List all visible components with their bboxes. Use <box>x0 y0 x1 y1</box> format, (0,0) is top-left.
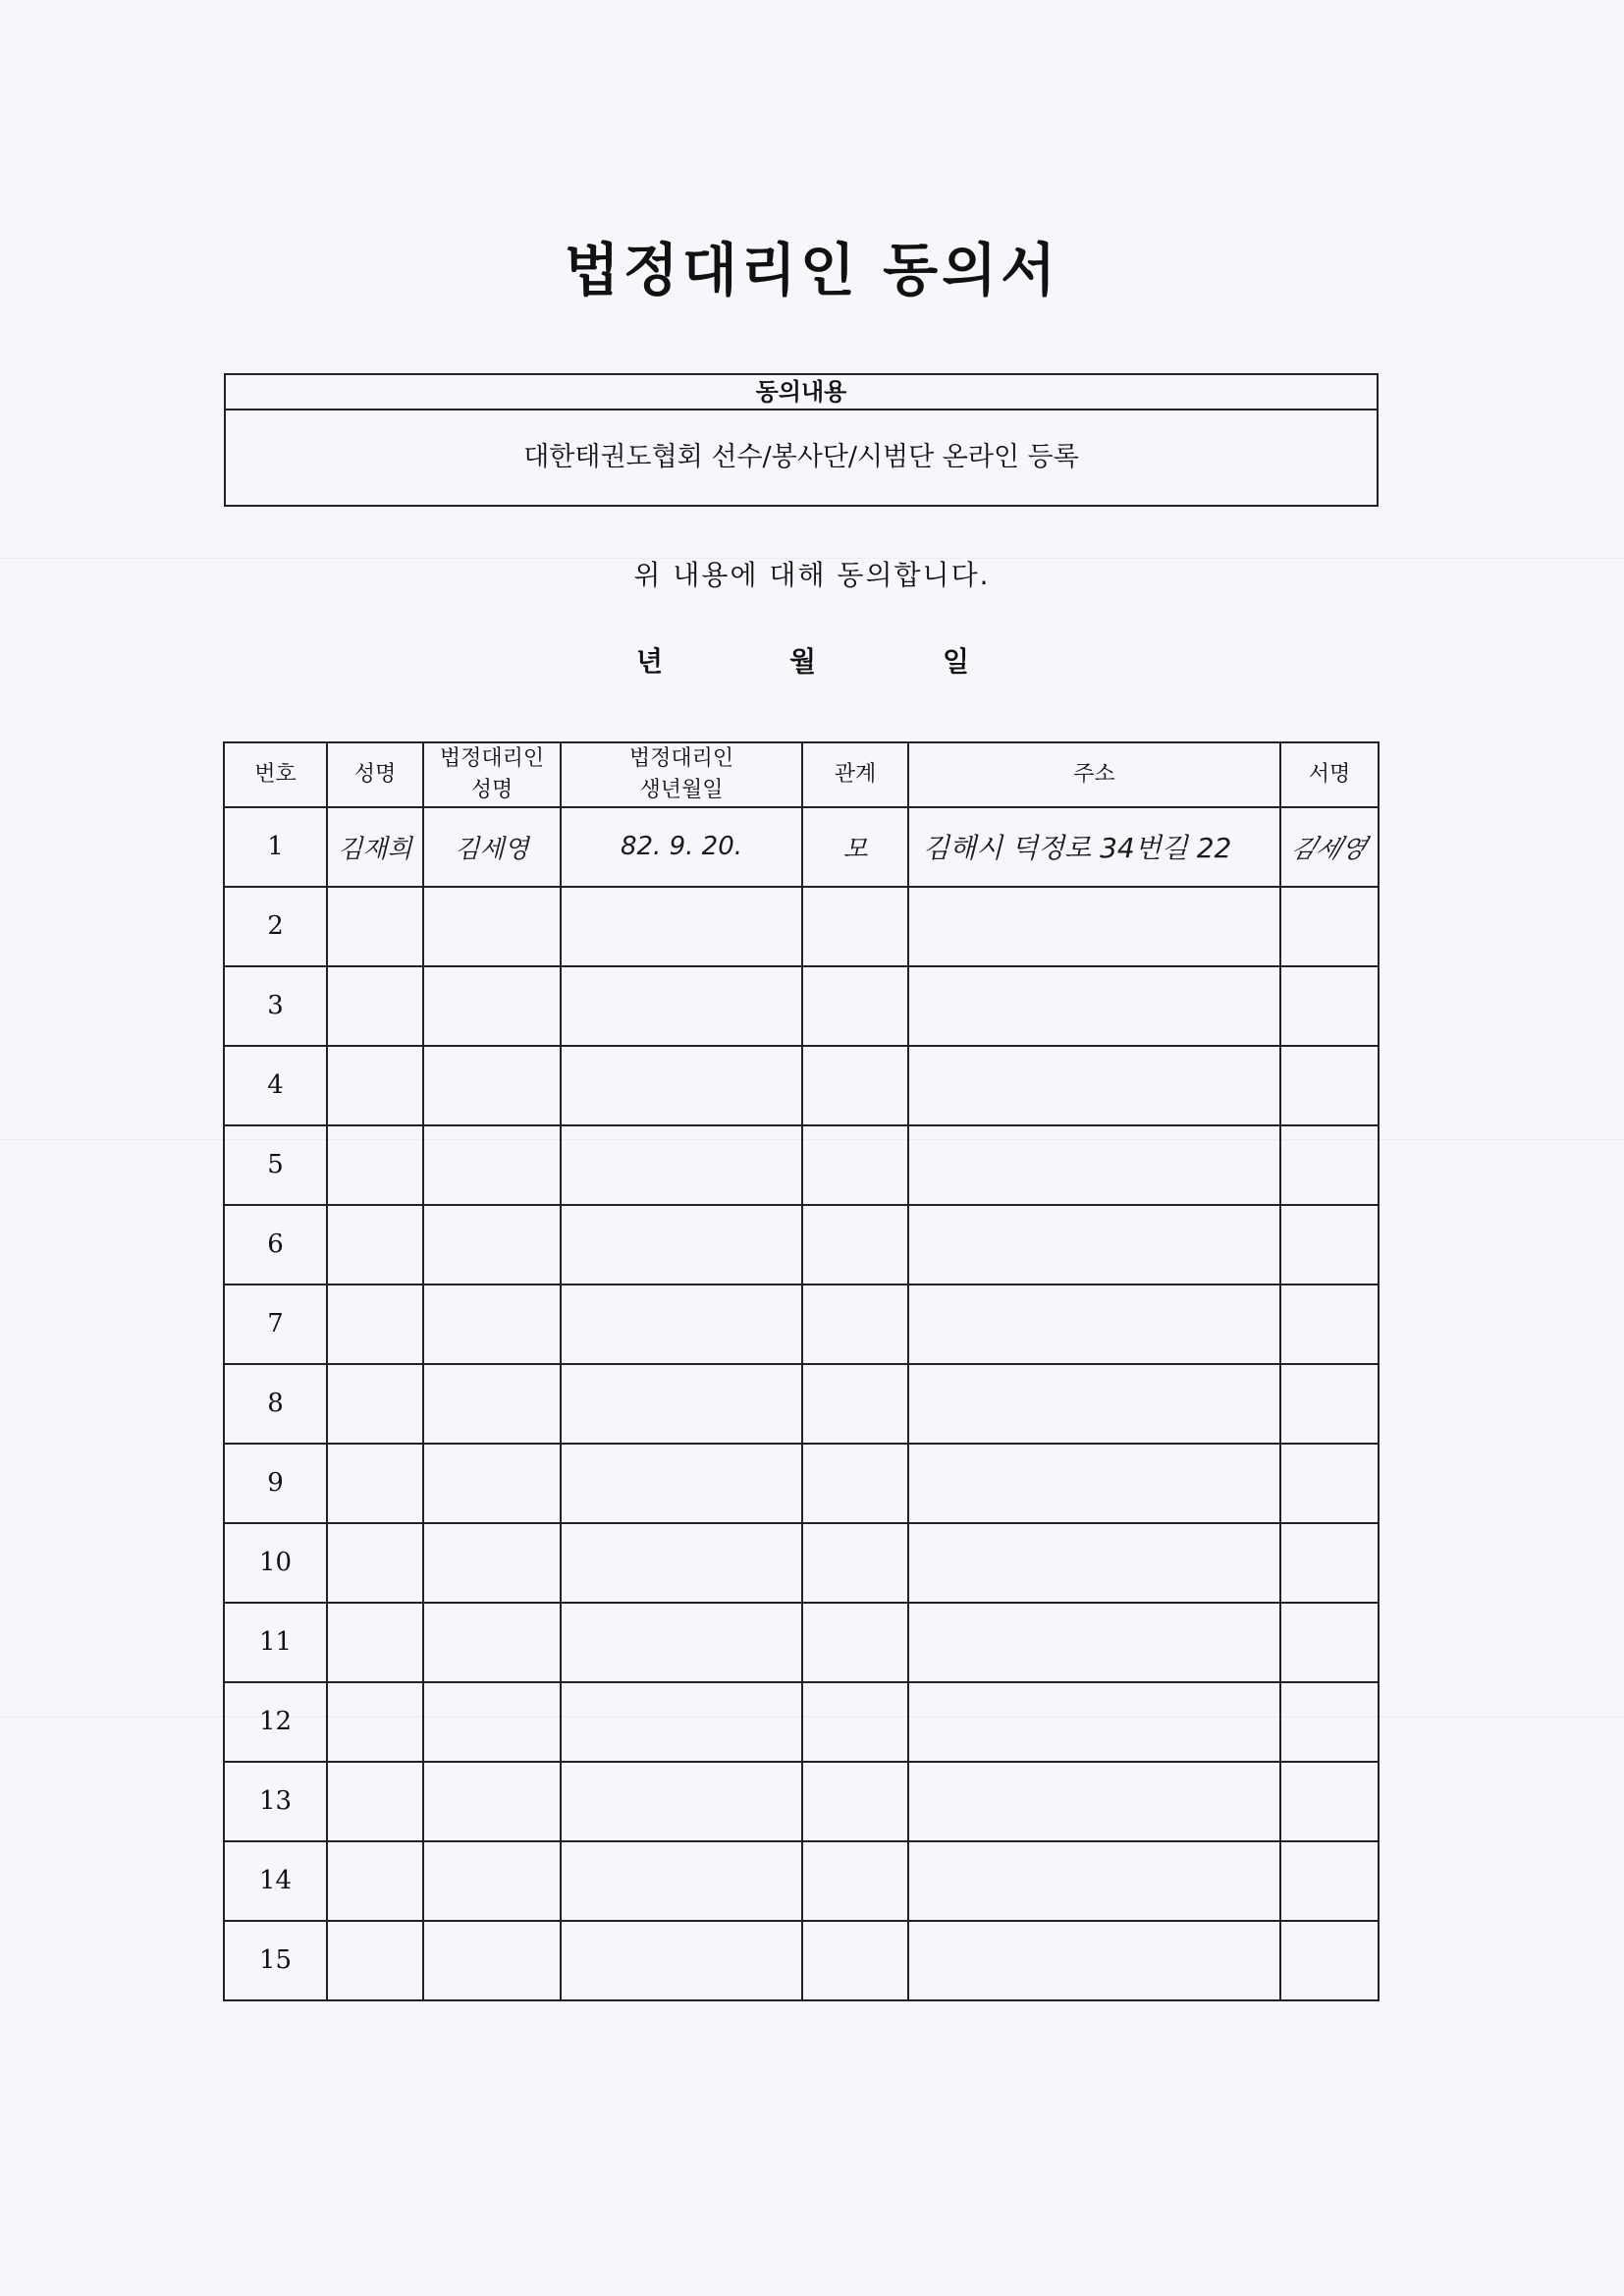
cell-guardian-name <box>423 1444 561 1523</box>
header-guardian-birth <box>561 742 802 807</box>
cell-address <box>908 1364 1280 1444</box>
table-row <box>224 1682 1379 1762</box>
table-row <box>224 887 1379 966</box>
cell-number: 3 <box>224 966 327 1046</box>
cell-number: 7 <box>224 1285 327 1364</box>
table-row <box>224 966 1379 1046</box>
cell-address <box>908 1444 1280 1523</box>
table-row <box>224 1603 1379 1682</box>
cell-relation <box>802 1603 908 1682</box>
date-month-label: 월 <box>789 645 817 678</box>
cell-signature <box>1280 1285 1379 1364</box>
date-year-label: 년 <box>636 645 664 678</box>
table-row <box>224 1205 1379 1285</box>
table-row <box>224 807 1379 887</box>
table-header-row <box>224 742 1379 807</box>
cell-guardian-birth <box>561 1523 802 1603</box>
cell-relation <box>802 1364 908 1444</box>
cell-guardian-birth <box>561 1125 802 1205</box>
table-body <box>224 807 1379 2000</box>
cell-guardian-name <box>423 1841 561 1921</box>
document-title: 법정대리인 동의서 <box>564 237 1060 303</box>
cell-address <box>908 887 1280 966</box>
cell-number: 13 <box>224 1762 327 1841</box>
cell-name <box>327 1364 423 1444</box>
cell-signature <box>1280 1762 1379 1841</box>
cell-name <box>327 1523 423 1603</box>
cell-address <box>908 966 1280 1046</box>
cell-signature <box>1280 1205 1379 1285</box>
cell-signature <box>1280 807 1379 887</box>
date-day-label: 일 <box>943 645 970 678</box>
cell-name <box>327 966 423 1046</box>
cell-guardian-name <box>423 1205 561 1285</box>
header-relation: 관계 <box>802 742 908 807</box>
cell-name <box>327 1125 423 1205</box>
cell-number: 2 <box>224 887 327 966</box>
cell-name <box>327 1444 423 1523</box>
cell-guardian-name <box>423 1125 561 1205</box>
header-guardian-name-line1: 법정대리인 <box>439 746 545 771</box>
cell-name <box>327 1205 423 1285</box>
header-guardian-name-line2: 성명 <box>470 777 514 802</box>
consent-header: 동의내용 <box>226 375 1377 410</box>
cell-guardian-birth <box>561 1285 802 1364</box>
cell-relation <box>802 1841 908 1921</box>
table-row <box>224 1125 1379 1205</box>
cell-signature <box>1280 1444 1379 1523</box>
cell-signature <box>1280 1603 1379 1682</box>
cell-address <box>908 1921 1280 2000</box>
cell-name <box>327 1762 423 1841</box>
cell-signature <box>1280 1523 1379 1603</box>
cell-number: 14 <box>224 1841 327 1921</box>
cell-signature <box>1280 1682 1379 1762</box>
cell-guardian-birth <box>561 1841 802 1921</box>
cell-address <box>908 1285 1280 1364</box>
cell-guardian-birth <box>561 1921 802 2000</box>
cell-signature <box>1280 1046 1379 1125</box>
cell-name <box>327 1603 423 1682</box>
table-row <box>224 1364 1379 1444</box>
cell-address <box>908 1841 1280 1921</box>
cell-name <box>327 1285 423 1364</box>
cell-signature <box>1280 1921 1379 2000</box>
cell-guardian-birth <box>561 1682 802 1762</box>
cell-number: 6 <box>224 1205 327 1285</box>
cell-guardian-birth <box>561 887 802 966</box>
cell-guardian-name <box>423 1682 561 1762</box>
consent-body: 대한태권도협회 선수/봉사단/시범단 온라인 등록 <box>523 442 1079 472</box>
cell-guardian-name <box>423 1523 561 1603</box>
header-number: 번호 <box>224 742 327 807</box>
cell-name <box>327 1841 423 1921</box>
cell-guardian-birth <box>561 1444 802 1523</box>
table-row <box>224 1921 1379 2000</box>
cell-relation <box>802 1682 908 1762</box>
cell-relation <box>802 1523 908 1603</box>
cell-number: 10 <box>224 1523 327 1603</box>
cell-guardian-name <box>423 887 561 966</box>
cell-guardian-name <box>423 1762 561 1841</box>
cell-address <box>908 1682 1280 1762</box>
cell-signature <box>1280 1364 1379 1444</box>
table-row <box>224 1285 1379 1364</box>
table-row <box>224 1841 1379 1921</box>
cell-number: 12 <box>224 1682 327 1762</box>
cell-address <box>908 1762 1280 1841</box>
cell-name: 김재희 <box>327 807 423 887</box>
cell-guardian-birth <box>561 1603 802 1682</box>
cell-number: 1 <box>224 807 327 887</box>
cell-relation <box>802 1046 908 1125</box>
cell-guardian-birth <box>561 1205 802 1285</box>
table-row <box>224 1523 1379 1603</box>
cell-guardian-birth: 82. 9. 20. <box>561 807 802 887</box>
header-signature: 서명 <box>1280 742 1379 807</box>
cell-address <box>908 1125 1280 1205</box>
cell-number: 11 <box>224 1603 327 1682</box>
cell-guardian-birth <box>561 966 802 1046</box>
header-guardian-birth-line2: 생년월일 <box>639 777 724 802</box>
cell-address <box>908 1046 1280 1125</box>
table-row <box>224 1444 1379 1523</box>
cell-signature <box>1280 1841 1379 1921</box>
header-name: 성명 <box>327 742 423 807</box>
cell-signature <box>1280 887 1379 966</box>
cell-number: 5 <box>224 1125 327 1205</box>
agreement-statement: 위 내용에 대해 동의합니다. <box>633 559 991 591</box>
cell-relation <box>802 966 908 1046</box>
table-row <box>224 1762 1379 1841</box>
cell-address <box>908 1205 1280 1285</box>
cell-signature <box>1280 966 1379 1046</box>
cell-name <box>327 1921 423 2000</box>
cell-guardian-name <box>423 966 561 1046</box>
cell-relation <box>802 1921 908 2000</box>
cell-name <box>327 1682 423 1762</box>
consent-content-box <box>224 373 1379 507</box>
cell-guardian-name <box>423 1285 561 1364</box>
handwritten-signature: 김세영 <box>1286 834 1371 864</box>
cell-guardian-birth <box>561 1762 802 1841</box>
header-address: 주소 <box>908 742 1280 807</box>
header-guardian-name <box>423 742 561 807</box>
table-row <box>224 1046 1379 1125</box>
cell-address <box>908 1603 1280 1682</box>
cell-guardian-name <box>423 1921 561 2000</box>
cell-name <box>327 1046 423 1125</box>
cell-guardian-name <box>423 1364 561 1444</box>
cell-address <box>908 1523 1280 1603</box>
cell-guardian-birth <box>561 1046 802 1125</box>
cell-guardian-name: 김세영 <box>423 807 561 887</box>
cell-relation <box>802 1762 908 1841</box>
cell-signature <box>1280 1125 1379 1205</box>
guardian-roster-table <box>223 741 1380 2001</box>
header-guardian-birth-line1: 법정대리인 <box>628 746 734 771</box>
cell-relation <box>802 1285 908 1364</box>
cell-number: 8 <box>224 1364 327 1444</box>
cell-name <box>327 887 423 966</box>
cell-relation <box>802 1205 908 1285</box>
cell-guardian-name <box>423 1603 561 1682</box>
cell-guardian-name <box>423 1046 561 1125</box>
cell-relation <box>802 1444 908 1523</box>
cell-number: 4 <box>224 1046 327 1125</box>
cell-guardian-birth <box>561 1364 802 1444</box>
cell-address: 김해시 덕정로 34번길 22 <box>908 807 1280 887</box>
cell-relation: 모 <box>802 807 908 887</box>
cell-relation <box>802 887 908 966</box>
cell-number: 15 <box>224 1921 327 2000</box>
cell-number: 9 <box>224 1444 327 1523</box>
cell-relation <box>802 1125 908 1205</box>
